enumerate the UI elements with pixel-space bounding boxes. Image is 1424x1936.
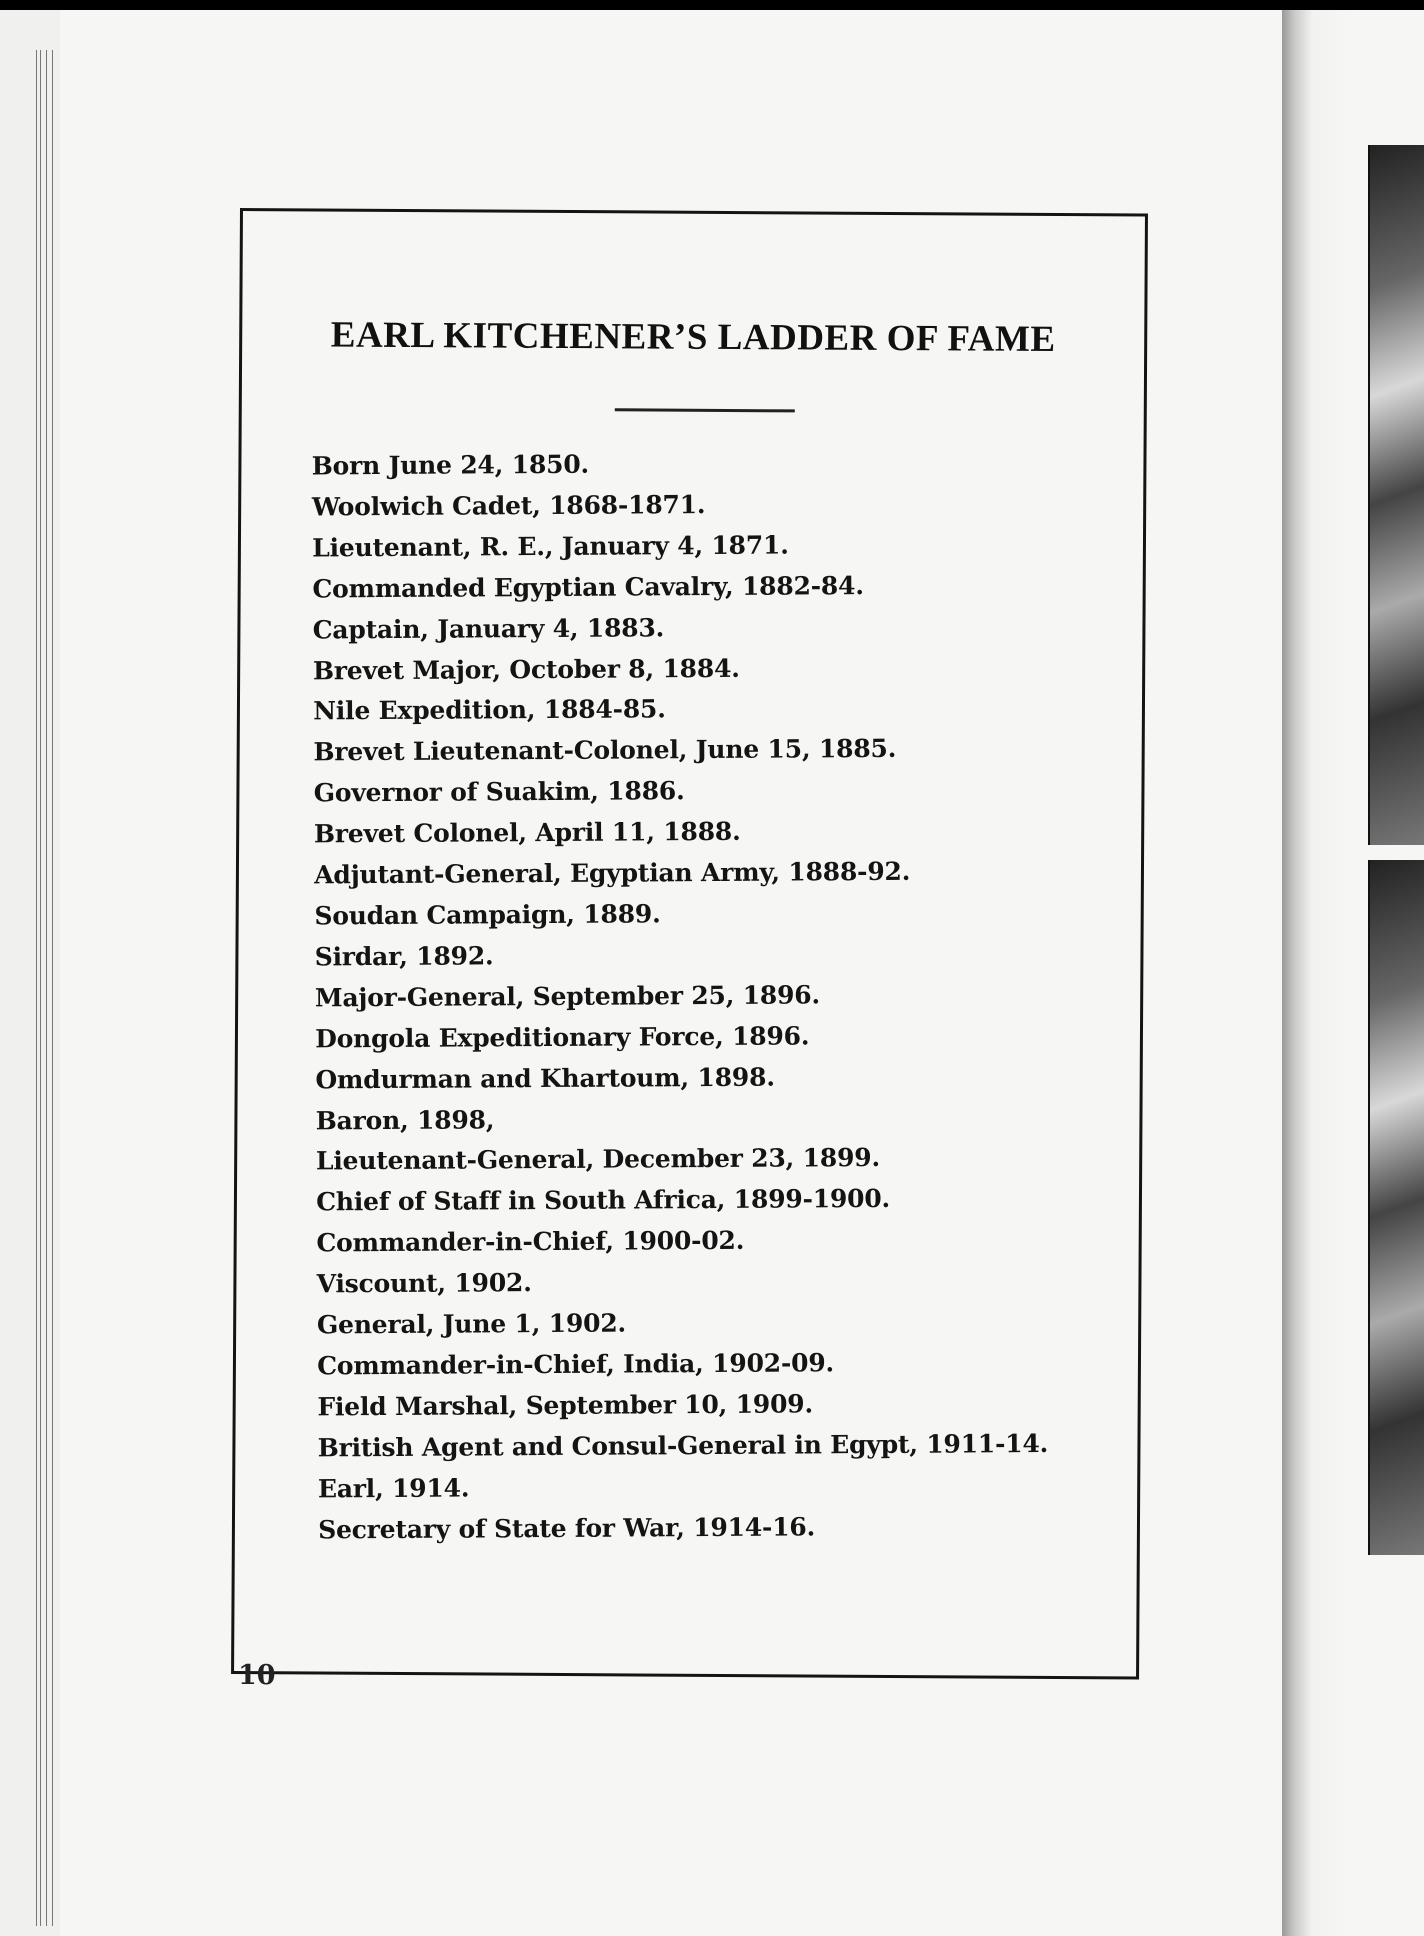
career-entry: Field Marshal, September 10, 1909.	[317, 1389, 814, 1422]
career-entry: Adjutant-General, Egyptian Army, 1888-92.	[314, 856, 911, 890]
career-entry: General, June 1, 1902.	[316, 1308, 627, 1340]
career-entry: Captain, January 4, 1883.	[312, 612, 665, 645]
book-page	[0, 10, 1290, 1936]
career-entry: Commander-in-Chief, India, 1902-09.	[317, 1348, 835, 1381]
book-spine	[1282, 10, 1352, 1936]
binding-line	[52, 50, 53, 1926]
career-entry: Commander-in-Chief, 1900-02.	[316, 1226, 745, 1258]
career-entry: Chief of Staff in South Africa, 1899-1900.	[316, 1184, 891, 1217]
career-entries-list	[312, 442, 1049, 1551]
binding-line	[40, 50, 41, 1926]
binding-line	[46, 50, 47, 1926]
page-title: EARL KITCHENER’S LADDER OF FAME	[330, 314, 1056, 360]
career-entry: Lieutenant-General, December 23, 1899.	[315, 1143, 881, 1176]
page-number: 10	[238, 1660, 276, 1691]
career-entry: Earl, 1914.	[317, 1473, 470, 1504]
page-binding-edge	[0, 10, 60, 1936]
career-entry: Lieutenant, R. E., January 4, 1871.	[312, 530, 789, 563]
title-underline	[615, 408, 795, 412]
binding-line	[36, 50, 37, 1926]
career-entry: Woolwich Cadet, 1868-1871.	[311, 489, 706, 522]
facing-page-photo-top	[1368, 145, 1424, 845]
facing-page-photo-bottom	[1368, 860, 1424, 1555]
career-entry: Omdurman and Khartoum, 1898.	[315, 1062, 775, 1095]
career-entry: Secretary of State for War, 1914-16.	[318, 1511, 816, 1544]
career-entry: Governor of Suakim, 1886.	[313, 776, 685, 808]
career-entry: Viscount, 1902.	[316, 1268, 532, 1299]
career-entry: Baron, 1898,	[315, 1104, 495, 1135]
career-entry: British Agent and Consul-General in Egypt, 1911-14.	[317, 1428, 1049, 1463]
career-entry: Brevet Major, October 8, 1884.	[312, 653, 740, 685]
career-entry: Brevet Colonel, April 11, 1888.	[313, 816, 741, 849]
career-entry: Soudan Campaign, 1889.	[314, 899, 661, 931]
bordered-box	[231, 208, 1148, 1680]
career-entry: Sirdar, 1892.	[314, 941, 494, 972]
career-entry: Born June 24, 1850.	[311, 449, 590, 481]
career-entry: Nile Expedition, 1884-85.	[313, 694, 666, 726]
career-entry: Dongola Expeditionary Force, 1896.	[315, 1021, 810, 1054]
career-entry: Major-General, September 25, 1896.	[314, 980, 821, 1013]
career-entry: Commanded Egyptian Cavalry, 1882-84.	[312, 570, 864, 604]
career-entry: Brevet Lieutenant-Colonel, June 15, 1885.	[313, 734, 897, 767]
